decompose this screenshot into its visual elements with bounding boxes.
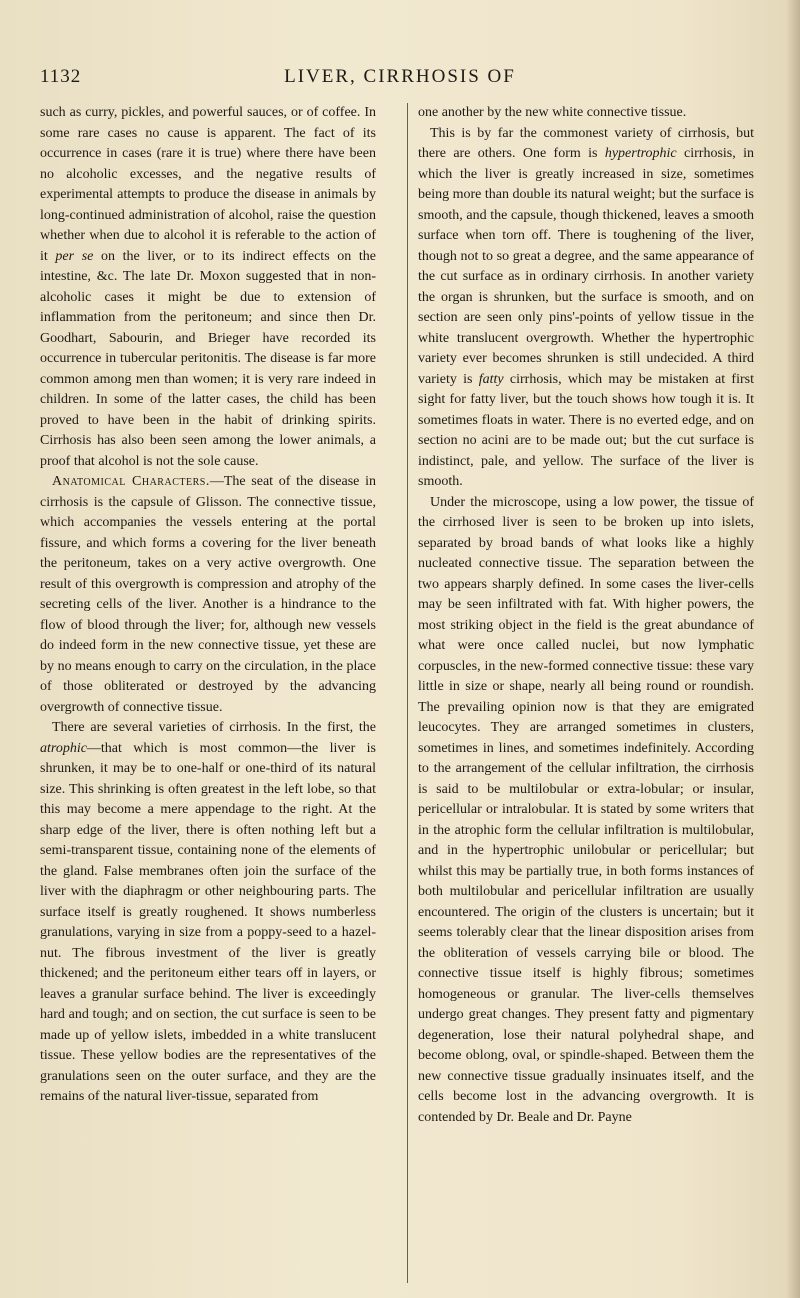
text-run: cirrhosis, which may be mistaken at first sight for fatty liver, but the touch shows how tough it is. It sometimes floats in water. There is no everted edge, and on section no acini are to be made out; but the cut surface is indistinct, pale, and yellow. The surface of the liver is smooth. [418,371,754,489]
left-column [40,103,376,1283]
italic-term: hypertrophic [604,146,677,161]
text-run: There are several varieties of cirrhosis. In the first, the [52,720,376,735]
paragraph [40,472,376,718]
paragraph: one another by the new white connective tissue. [418,105,687,120]
text-run: such as curry, pickles, and powerful sauces, or of coffee. In some rare cases no cause is apparent. The fact of its occurrence in cases (rare it is true) where there have been no alcoholic excesses, and the negative results of experimental attempts to produce the disease in animals by long-continued administration of alcohol, raise the question whether when due to alcohol it is referable to the action of it [40,105,376,264]
right-column [418,103,754,1283]
paragraph: Under the microscope, using a low power, the tissue of the cirrhosed liver is seen to be broken up into islets, separated by broad bands of what looks like a highly nucleated connective tissue. The separation between the two appears sharply defined. In some cases the liver-cells may be seen infiltrated with fat. With higher powers, the most striking object in the field is the great abundance of what were once called nuclei, but now lymphatic corpuscles, in the new-formed connective tissue: these vary little in size or shape, nearly all being round or roundish. The prevailing opinion now is that they are emigrated leucocytes. They are arranged sometimes in clusters, sometimes in lines, and sometimes indefinitely. According to the arrangement of the cellular infiltration, the cirrhosis is said to be multilobular or extra-lobular; or insular, pericellular or intralobular. It is stated by some writers that in the atrophic form the cellular infiltration is multilobular, and in the hypertrophic unilobular or pericellular; but whilst this may be partially true, in both forms instances of both multilobular and pericellular infiltration are usually encountered. The origin of the clusters is uncertain; but it seems tolerably clear that the linear disposition arises from the obliteration of vessels carrying bile or blood. The connective tissue itself is highly fibrous; sometimes homogeneous or granular. The liver-cells themselves undergo great changes. They present fatty and pigmentary degeneration, lose their natural polyhedral shape, and become oblong, oval, or spindle-shaped. Between them the new connective tissue gradually insinuates itself, and the cells become lost in the advancing overgrowth. It is contended by Dr. Beale and Dr. Payne [418,494,754,1125]
text-run: on the liver, or to its indirect effects on the intestine, &c. The late Dr. Moxon suggested that in non-alcoholic cases it might be due to extension of inflammation from the peritoneum; and since then Dr. Goodhart, Sabourin, and Brieger have recorded its occurrence in tubercular peritonitis. The disease is far more common among men than women; it is very rare indeed in children. In some of the latter cases, the child has been proved to have been in the habit of drinking spirits. Cirrhosis has also been seen among the lower animals, a proof that alcohol is not the sole cause. [40,248,376,469]
italic-term: atrophic [40,740,87,756]
text-run: —The seat of the disease in cirrhosis is the capsule of Glisson. The connective tissue, which accompanies the vessels entering at the portal fissure, and which forms a covering for the liver beneath the peritoneum, takes on a very active overgrowth. One result of this overgrowth is compression and atrophy of the secreting cells of the liver. Another is a hindrance to the flow of blood through the liver; for, although new vessels do indeed form in the new connective tissue, yet these are by no means enough to carry on the circulation, in the place of those obliterated or destroyed by the advancing overgrowth of connective tissue. [40,474,376,715]
section-heading: Anatomical Characters. [52,474,210,489]
running-title: LIVER, CIRRHOSIS OF [284,66,516,87]
italic-term: fatty [478,371,504,387]
page-number: 1132 [40,66,82,87]
text-run: This is by far the commonest variety of cirrhosis, but there are others. One form is [418,125,754,161]
column-divider [407,103,408,1283]
paragraph [40,103,376,472]
page-spine-shadow [786,0,800,1298]
text-run: —that which is most common—the liver is shrunken, it may be to one-half or one-third of its natural size. This shrinking is often greatest in the left lobe, so that this may become a mere appendage to the right. At the sharp edge of the liver, there is often nothing left but a semi-transparent tissue, containing none of the elements of the gland. False membranes often join the surface of the liver with the diaphragm or other neighbouring parts. The surface itself is greatly roughened. It shows numberless granulations, varying in size from a poppy-seed to a hazel-nut. The fibrous investment of the liver is greatly thickened; and the peritoneum either tears off in layers, or leaves a granular surface behind. The liver is exceedingly hard and tough; and on section, the cut surface is seen to be made up of yellow islets, imbedded in a white translucent tissue. These yellow bodies are the representatives of the granulations seen on the outer surface, and they are the remains of the natural liver-tissue, separated from [40,740,376,1104]
italic-term: per se [55,248,94,264]
text-run: cirrhosis, in which the liver is greatly increased in size, sometimes being more than double its natural weight; but the surface is smooth, and the capsule, though thickened, leaves a smooth surface when torn off. There is toughening of the liver, though not to so great a degree, and the same appearance of the cut surface as in ordinary cirrhosis. In another variety the organ is shrunken, but the surface is smooth, and on section are seen only pins'-points of yellow tissue in the white translucent overgrowth. Whether the hypertrophic variety ever becomes shrunken is still undecided. A third variety is [418,146,754,387]
paragraph [40,718,376,1108]
page-header [40,66,760,90]
paragraph [418,124,754,493]
